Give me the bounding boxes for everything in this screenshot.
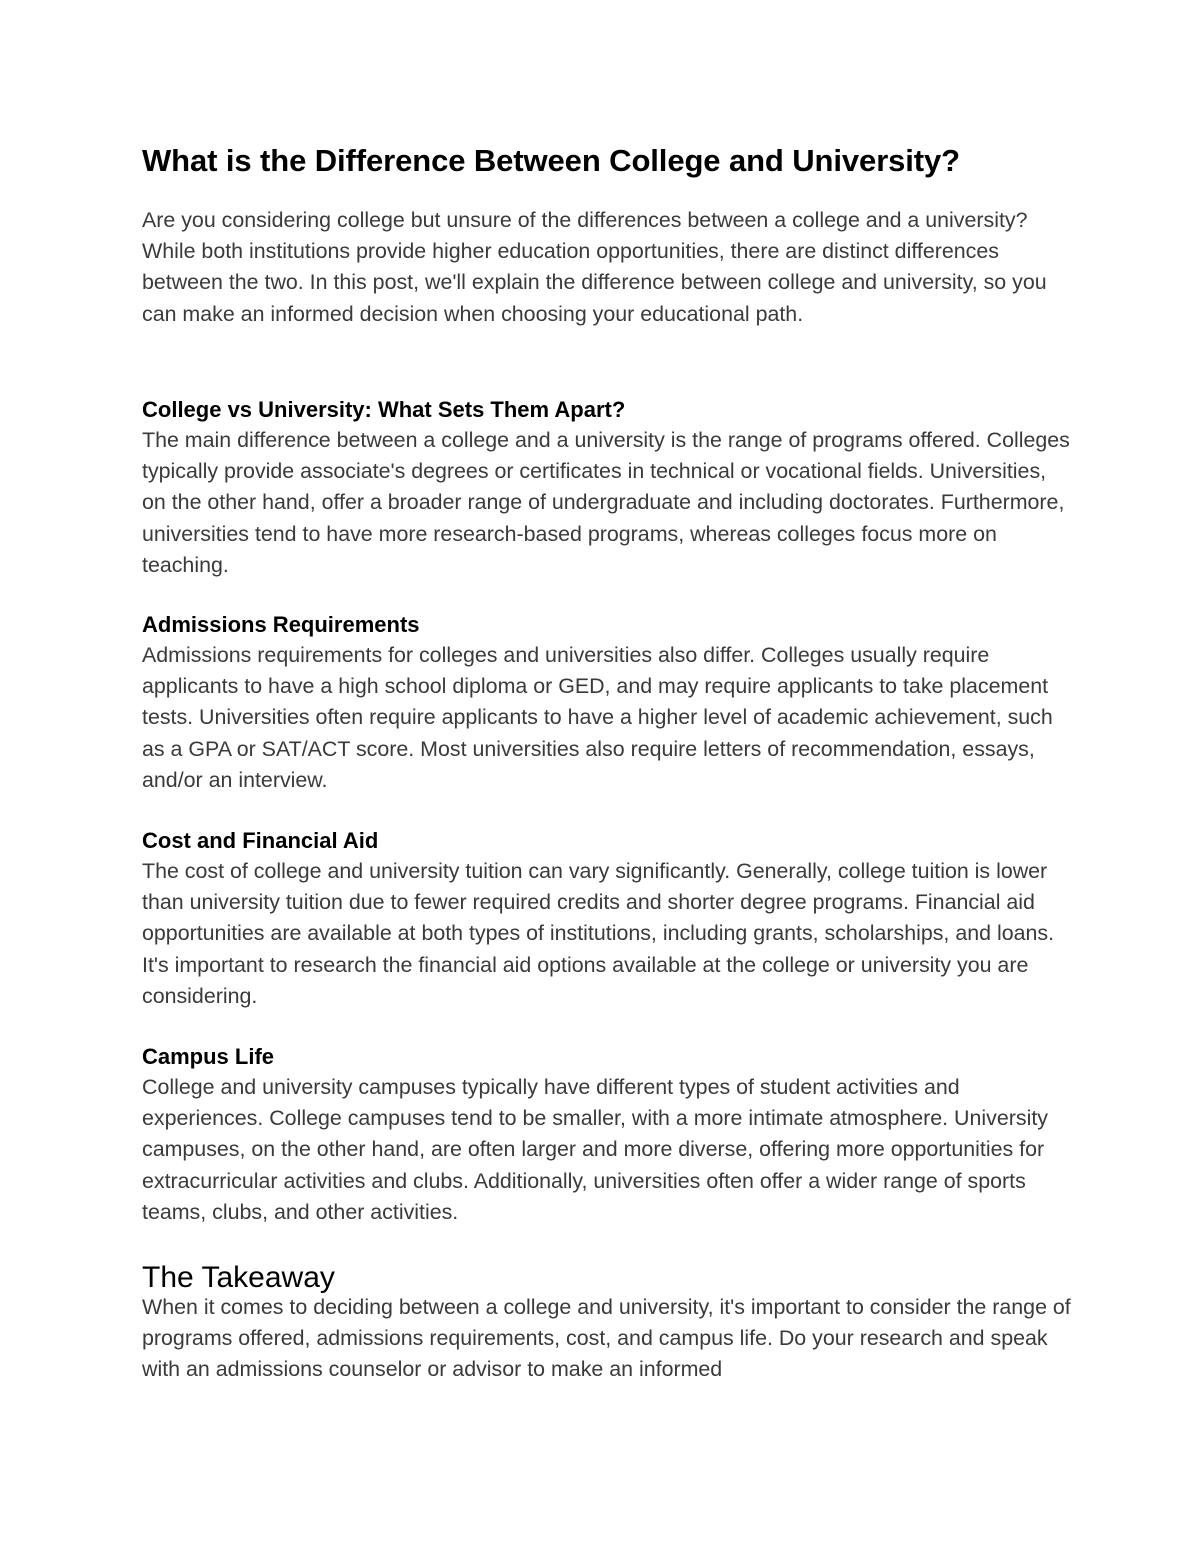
section-takeaway	[142, 1258, 1072, 1386]
section-heading: Cost and Financial Aid	[142, 828, 379, 853]
section-campus-life	[142, 1041, 1072, 1228]
intro-paragraph: Are you considering college but unsure of the differences between a college and a university? While both institutions provide higher education opportunities, there are distinct differences between the two. In this post, we'll explain the difference between college and university, so you can make an informed decision when choosing your educational path.	[142, 208, 1047, 326]
takeaway-heading: The Takeaway	[142, 1261, 335, 1294]
section-heading: Campus Life	[142, 1044, 275, 1069]
section-paragraph: The cost of college and university tuition can vary significantly. Generally, college tuition is lower than university tuition due to fewer required credits and shorter degree programs. Financial aid opportunities are available at both types of institutions, including grants, scholarships, and loans. It's important to research the financial aid options available at the college or university you are considering.	[142, 859, 1055, 1008]
section-cost-financial-aid	[142, 825, 1072, 1012]
section-college-vs-university	[142, 394, 1072, 581]
section-admissions-requirements	[142, 609, 1072, 796]
section-paragraph: Admissions requirements for colleges and universities also differ. Colleges usually require applicants to have a high school diploma or GED, and may require applicants to take placement tests. Universities often require applicants to have a higher level of academic achievement, such as a GPA or SAT/ACT score. Most universities also require letters of recommendation, essays, and/or an interview.	[142, 643, 1053, 792]
section-paragraph: The main difference between a college and a university is the range of programs offered. Colleges typically provide associate's degrees or certificates in technical or vocational fields. Universities, on the other hand, offer a broader range of undergraduate and including doctorates. Furthermore, universities tend to have more research-based programs, whereas colleges focus more on teaching.	[142, 428, 1070, 577]
section-heading: Admissions Requirements	[142, 612, 420, 637]
section-paragraph: College and university campuses typically have different types of student activities and experiences. College campuses tend to be smaller, with a more intimate atmosphere. University campuses, on the other hand, are often larger and more diverse, offering more opportunities for extracurricular activities and clubs. Additionally, universities often offer a wider range of sports teams, clubs, and other activities.	[142, 1075, 1048, 1224]
intro-section	[142, 205, 1072, 330]
section-heading: College vs University: What Sets Them Apart?	[142, 397, 626, 422]
document-title: What is the Difference Between College and University?	[142, 143, 961, 178]
takeaway-paragraph: When it comes to deciding between a college and university, it's important to consider the range of programs offered, admissions requirements, cost, and campus life. Do your research and speak with an admissions counselor or advisor to make an informed	[142, 1295, 1071, 1382]
